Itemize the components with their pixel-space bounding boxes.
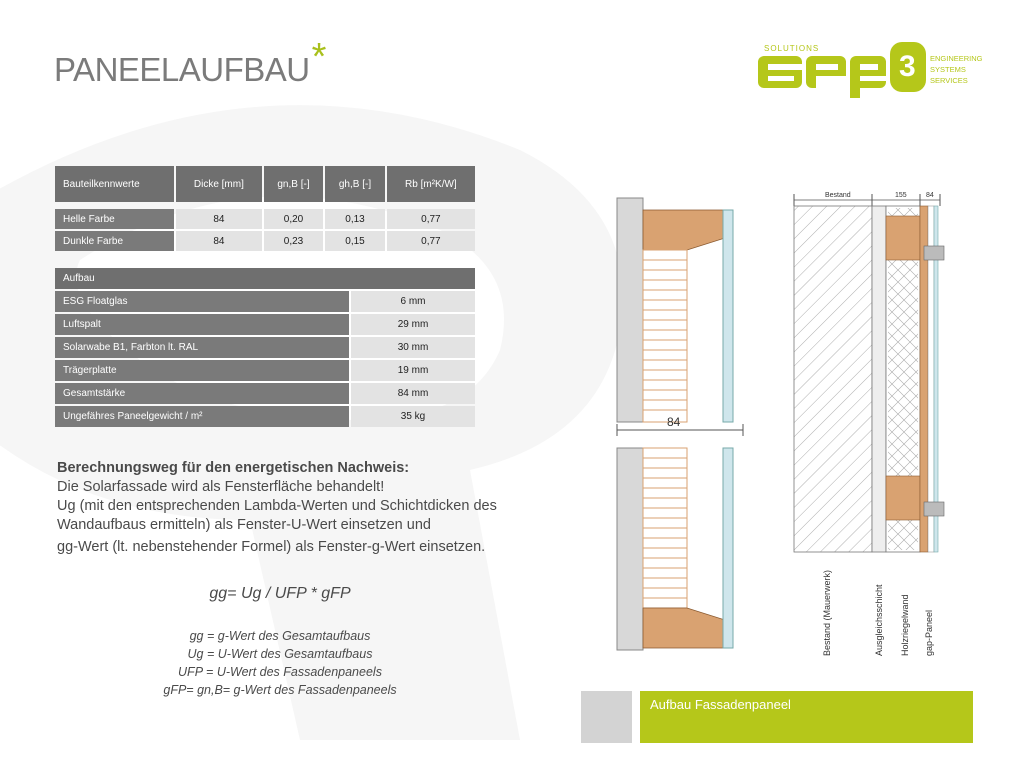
table-row: [55, 291, 475, 312]
table-header: Dicke [mm]: [176, 166, 262, 202]
description-text: [57, 459, 537, 557]
table-header: Bauteilkennwerte: [55, 166, 174, 202]
table-cell: 84 mm: [351, 383, 475, 404]
table-cell: 35 kg: [351, 406, 475, 427]
row-label: Trägerplatte: [55, 360, 349, 381]
legend-line: UFP = U-Wert des Fassadenpaneels: [178, 665, 382, 679]
svg-text:3: 3: [899, 50, 916, 83]
table-row: [55, 314, 475, 335]
table-cell: 29 mm: [351, 314, 475, 335]
page-title: PANEELAUFBAU*: [54, 36, 326, 88]
dimension-label: 84: [667, 415, 681, 429]
table-row: [55, 383, 475, 404]
legend-line: gg = g-Wert des Gesamtaufbaus: [189, 629, 371, 643]
legend-line: Ug = U-Wert des Gesamtaufbaus: [187, 647, 373, 661]
table-cell: 0,13: [325, 209, 385, 229]
description-line: Die Solarfassade wird als Fensterfläche behandelt!: [57, 479, 385, 495]
table-cell: 0,23: [264, 231, 324, 251]
description-line: Ug (mit den entsprechenden Lambda-Werten und Schichtdicken des Wandaufbaus ermitteln) als Fenster-U-Wert einsetzen und: [57, 498, 497, 533]
row-label: Solarwabe B1, Farbton lt. RAL: [55, 337, 349, 358]
table-row: [55, 337, 475, 358]
row-label: Gesamtstärke: [55, 383, 349, 404]
gap3-logo: [752, 36, 1002, 106]
table-cell: 84: [176, 231, 262, 251]
svg-text:SYSTEMS: SYSTEMS: [930, 65, 966, 74]
dim-label: 155: [895, 192, 907, 199]
bauteilkennwerte-table: [53, 164, 477, 253]
svg-text:SOLUTIONS: SOLUTIONS: [764, 44, 820, 53]
row-label: Ungefähres Paneelgewicht / m²: [55, 406, 349, 427]
panel-section-drawing: [605, 190, 755, 665]
wall-section-drawing: [790, 186, 965, 661]
table-cell: 0,20: [264, 209, 324, 229]
table-header: Aufbau: [55, 268, 475, 289]
table-cell: 19 mm: [351, 360, 475, 381]
description-heading: Berechnungsweg für den energetischen Nachweis:: [57, 460, 410, 476]
table-row: [55, 360, 475, 381]
svg-text:ENGINEERING: ENGINEERING: [930, 54, 983, 63]
table-cell: 0,77: [387, 231, 475, 251]
svg-text:SERVICES: SERVICES: [930, 76, 968, 85]
legend-line: gFP= gn,B= g-Wert des Fassadenpaneels: [163, 683, 397, 697]
dim-label: Bestand: [825, 192, 851, 199]
dim-label: 84: [926, 192, 934, 199]
table-header: gh,B [-]: [325, 166, 385, 202]
layer-label: Bestand (Mauerwerk): [822, 569, 832, 656]
formula: gg= Ug / UFP * gFP: [209, 585, 351, 602]
layer-label: Holzriegelwand: [900, 594, 910, 656]
caption: Aufbau Fassadenpaneel: [650, 697, 791, 712]
row-label: Helle Farbe: [55, 209, 174, 229]
description-line: gg-Wert (lt. nebenstehender Formel) als Fenster-g-Wert einsetzen.: [57, 539, 486, 555]
row-label: ESG Floatglas: [55, 291, 349, 312]
table-cell: 30 mm: [351, 337, 475, 358]
table-cell: 0,77: [387, 209, 475, 229]
row-label: Dunkle Farbe: [55, 231, 174, 251]
table-header: gn,B [-]: [264, 166, 324, 202]
table-header: Rb [m²K/W]: [387, 166, 475, 202]
row-label: Luftspalt: [55, 314, 349, 335]
table-cell: 84: [176, 209, 262, 229]
table-row: [55, 209, 475, 229]
table-row: [55, 231, 475, 251]
caption-box: [640, 691, 973, 743]
table-cell: 6 mm: [351, 291, 475, 312]
aufbau-table: [53, 266, 477, 429]
layer-label: gap-Paneel: [924, 609, 934, 656]
title-star: *: [311, 36, 326, 78]
table-row: [55, 406, 475, 427]
layer-label: Ausgleichsschicht: [874, 584, 884, 656]
formula-legend: [120, 627, 440, 699]
table-cell: 0,15: [325, 231, 385, 251]
decor-box: [581, 691, 632, 743]
